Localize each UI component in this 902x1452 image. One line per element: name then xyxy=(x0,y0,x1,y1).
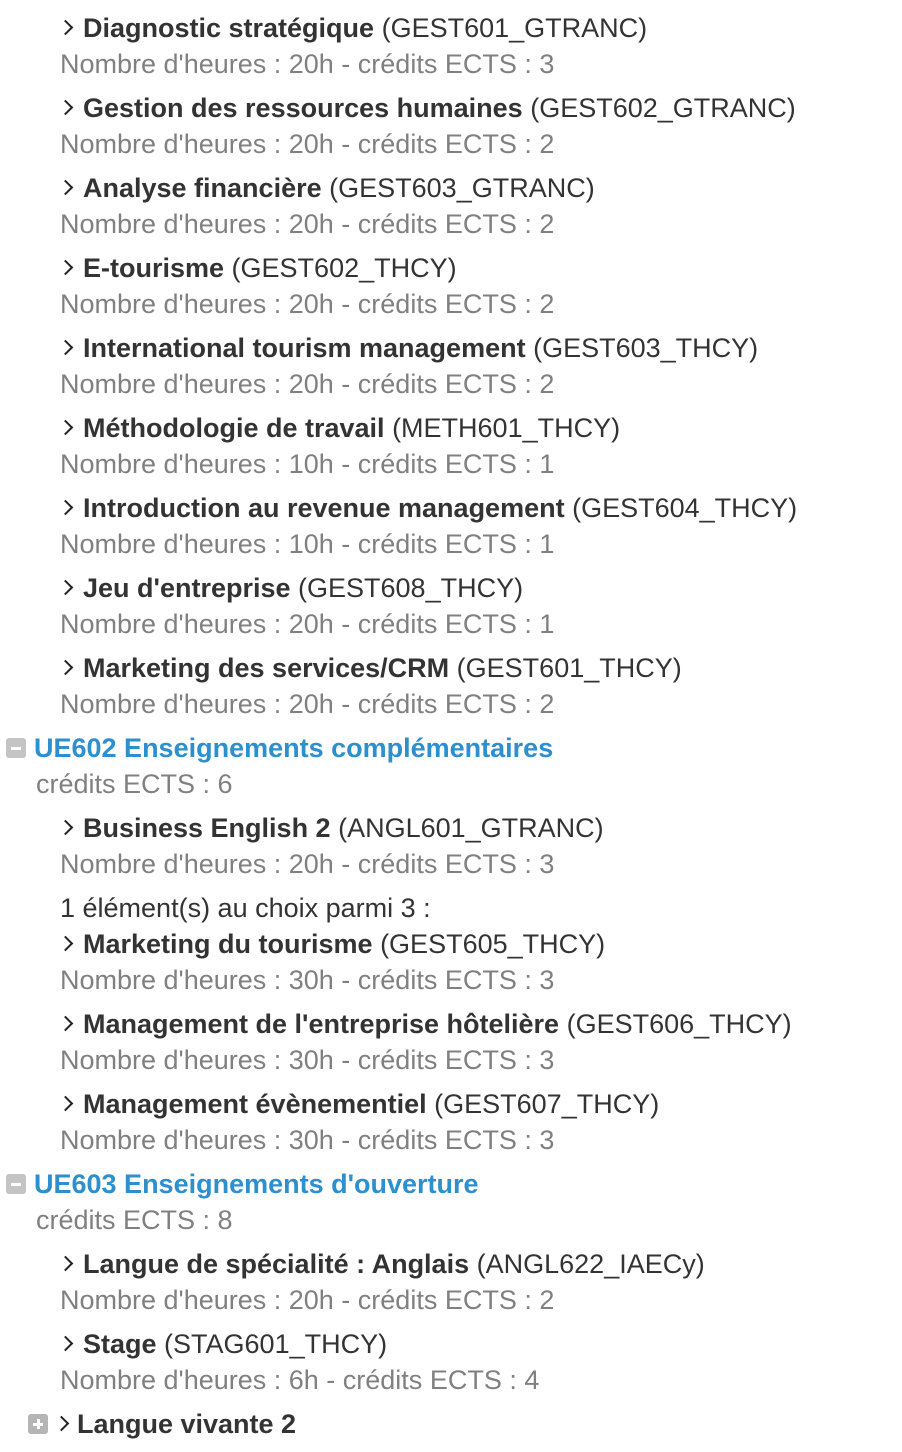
chevron-right-icon xyxy=(58,580,74,596)
course-meta: Nombre d'heures : 20h - crédits ECTS : 3 xyxy=(60,49,555,79)
course-name: Méthodologie de travail xyxy=(83,413,385,443)
course-title-link[interactable] xyxy=(60,410,620,446)
ue-title-label: UE602 Enseignements complémentaires xyxy=(34,733,554,763)
ue-title-label: UE603 Enseignements d'ouverture xyxy=(34,1169,479,1199)
sub-group-toggle[interactable] xyxy=(28,1406,296,1442)
course-title-link[interactable] xyxy=(60,10,647,46)
chevron-right-icon xyxy=(58,20,74,36)
course-title-link[interactable] xyxy=(60,1326,387,1362)
chevron-right-icon xyxy=(58,1096,74,1112)
course-name: Marketing des services/CRM xyxy=(83,653,450,683)
course-meta: Nombre d'heures : 20h - crédits ECTS : 2 xyxy=(60,369,555,399)
course-title-link[interactable] xyxy=(60,330,758,366)
chevron-right-icon xyxy=(58,260,74,276)
course-meta: Nombre d'heures : 30h - crédits ECTS : 3 xyxy=(60,965,555,995)
course-name: Management de l'entreprise hôtelière xyxy=(83,1009,560,1039)
ue-credits: crédits ECTS : 8 xyxy=(36,1205,233,1235)
course-title-link[interactable] xyxy=(60,490,797,526)
course-meta: Nombre d'heures : 20h - crédits ECTS : 2 xyxy=(60,129,555,159)
course-code: (ANGL622_IAECy) xyxy=(476,1249,705,1279)
course-title-link[interactable] xyxy=(60,650,682,686)
chevron-right-icon xyxy=(58,936,74,952)
chevron-right-icon xyxy=(58,420,74,436)
course-name: Diagnostic stratégique xyxy=(83,13,375,43)
course-code: (GEST608_THCY) xyxy=(298,573,524,603)
chevron-right-icon xyxy=(58,500,74,516)
course-meta: Nombre d'heures : 20h - crédits ECTS : 2 xyxy=(60,289,555,319)
expand-plus-icon[interactable] xyxy=(28,1414,48,1434)
course-name: Introduction au revenue management xyxy=(83,493,565,523)
course-name: Business English 2 xyxy=(83,813,331,843)
course-title-link[interactable] xyxy=(60,810,604,846)
chevron-right-icon xyxy=(58,340,74,356)
course-code: (GEST602_THCY) xyxy=(231,253,457,283)
course-title-link[interactable] xyxy=(60,170,595,206)
chevron-right-icon xyxy=(58,1336,74,1352)
course-meta: Nombre d'heures : 10h - crédits ECTS : 1 xyxy=(60,449,555,479)
course-code: (GEST605_THCY) xyxy=(380,929,606,959)
course-name: Marketing du tourisme xyxy=(83,929,373,959)
course-title-link[interactable] xyxy=(60,1086,659,1122)
course-code: (GEST607_THCY) xyxy=(434,1089,660,1119)
ue-title-toggle[interactable] xyxy=(6,730,553,766)
chevron-right-icon xyxy=(58,1016,74,1032)
course-code: (GEST606_THCY) xyxy=(566,1009,792,1039)
course-title-link[interactable] xyxy=(60,926,605,962)
course-meta: Nombre d'heures : 30h - crédits ECTS : 3 xyxy=(60,1045,555,1075)
collapse-minus-icon[interactable] xyxy=(6,738,26,758)
ue-credits: crédits ECTS : 6 xyxy=(36,769,233,799)
course-name: Analyse financière xyxy=(83,173,322,203)
chevron-right-icon xyxy=(58,180,74,196)
course-title-link[interactable] xyxy=(60,90,796,126)
course-meta: Nombre d'heures : 30h - crédits ECTS : 3 xyxy=(60,1125,555,1155)
course-meta: Nombre d'heures : 20h - crédits ECTS : 2 xyxy=(60,1285,555,1315)
course-name: Management évènementiel xyxy=(83,1089,427,1119)
course-title-link[interactable] xyxy=(60,1246,705,1282)
course-code: (METH601_THCY) xyxy=(392,413,621,443)
course-title-link[interactable] xyxy=(60,250,457,286)
course-meta: Nombre d'heures : 20h - crédits ECTS : 1 xyxy=(60,609,555,639)
course-title-link[interactable] xyxy=(60,570,523,606)
course-code: (GEST603_GTRANC) xyxy=(329,173,595,203)
course-code: (GEST604_THCY) xyxy=(572,493,798,523)
course-meta: Nombre d'heures : 20h - crédits ECTS : 2 xyxy=(60,689,555,719)
course-code: (GEST601_THCY) xyxy=(456,653,682,683)
chevron-right-icon xyxy=(58,660,74,676)
course-name: Jeu d'entreprise xyxy=(83,573,291,603)
course-meta: Nombre d'heures : 20h - crédits ECTS : 2 xyxy=(60,209,555,239)
chevron-right-icon xyxy=(58,100,74,116)
course-meta: Nombre d'heures : 10h - crédits ECTS : 1 xyxy=(60,529,555,559)
course-code: (GEST603_THCY) xyxy=(533,333,759,363)
choice-label: 1 élément(s) au choix parmi 3 : xyxy=(60,893,431,923)
collapse-minus-icon[interactable] xyxy=(6,1174,26,1194)
course-name: Stage xyxy=(83,1329,157,1359)
course-name: Langue de spécialité : Anglais xyxy=(83,1249,470,1279)
chevron-right-icon xyxy=(54,1416,70,1432)
course-code: (GEST601_GTRANC) xyxy=(381,13,648,43)
course-meta: Nombre d'heures : 6h - crédits ECTS : 4 xyxy=(60,1365,540,1395)
course-title-link[interactable] xyxy=(60,1006,792,1042)
sub-group-title: Langue vivante 2 xyxy=(77,1409,297,1439)
chevron-right-icon xyxy=(58,820,74,836)
course-name: International tourism management xyxy=(83,333,526,363)
course-code: (GEST602_GTRANC) xyxy=(530,93,796,123)
ue-title-toggle[interactable] xyxy=(6,1166,479,1202)
chevron-right-icon xyxy=(58,1256,74,1272)
course-code: (STAG601_THCY) xyxy=(164,1329,388,1359)
course-meta: Nombre d'heures : 20h - crédits ECTS : 3 xyxy=(60,849,555,879)
course-code: (ANGL601_GTRANC) xyxy=(338,813,604,843)
course-name: E-tourisme xyxy=(83,253,225,283)
course-name: Gestion des ressources humaines xyxy=(83,93,523,123)
